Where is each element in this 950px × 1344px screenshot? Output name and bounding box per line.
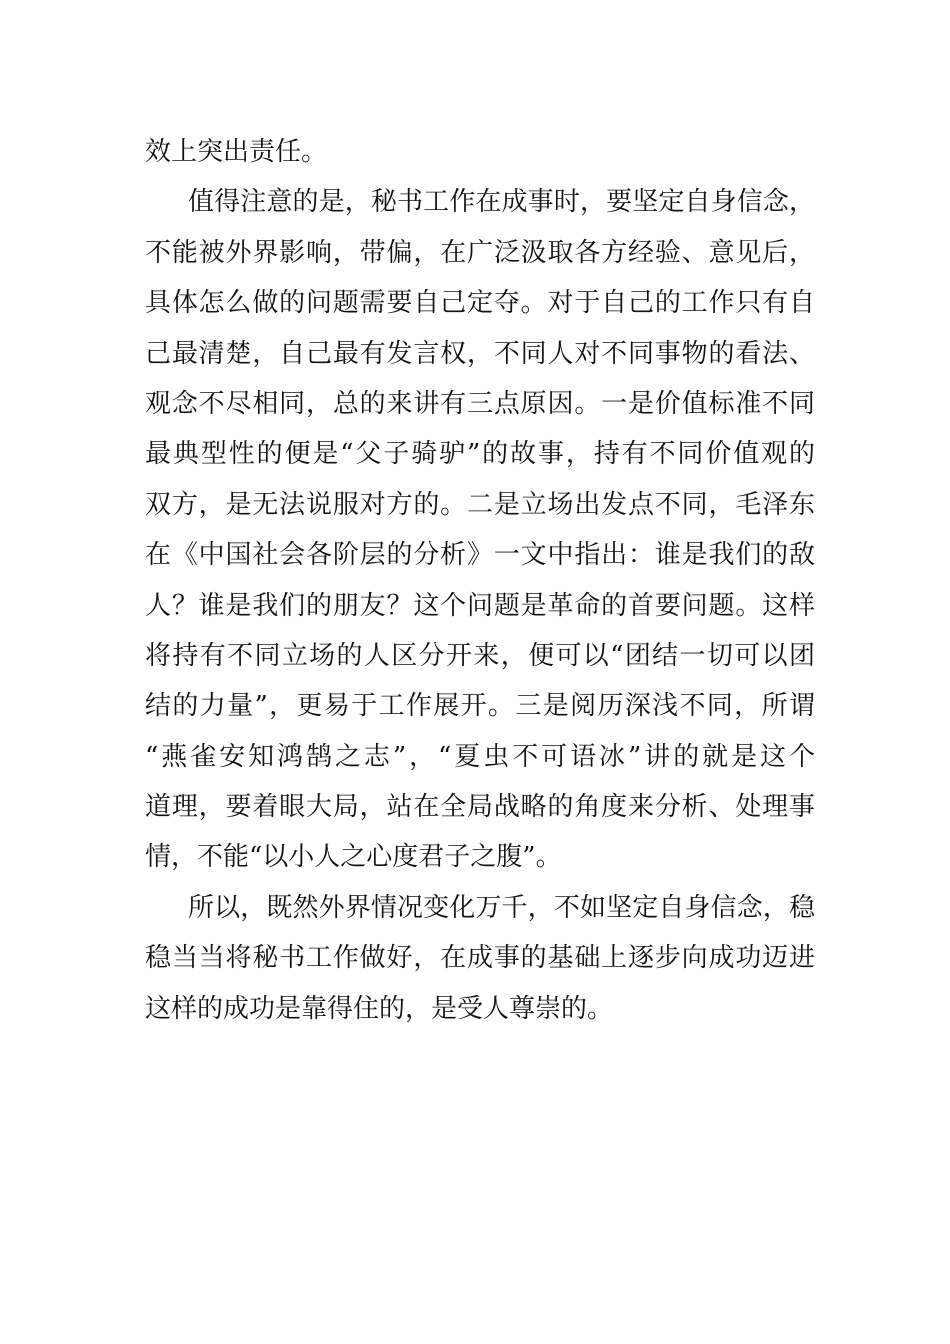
paragraph-2 [145, 177, 815, 882]
paragraph-line: 最典型性的便是“父子骑驴”的故事，持有不同价值观的 [145, 439, 815, 470]
paragraph-line: 值得注意的是，秘书工作在成事时，要坚定自身信念， [188, 187, 815, 218]
paragraph-line: 将持有不同立场的人区分开来，便可以“团结一切可以团 [145, 640, 815, 671]
paragraph-line: 这样的成功是靠得住的，是受人尊崇的。 [145, 993, 614, 1024]
paragraph-line: 效上突出责任。 [145, 137, 328, 167]
paragraph-line: 稳当当将秘书工作做好，在成事的基础上逐步向成功迈进 [145, 943, 815, 974]
paragraph-line: 结的力量”，更易于工作展开。三是阅历深浅不同，所谓 [145, 691, 815, 722]
paragraph-line: 具体怎么做的问题需要自己定夺。对于自己的工作只有自 [145, 288, 815, 319]
paragraph-line: 双方，是无法说服对方的。二是立场出发点不同，毛泽东 [145, 489, 815, 520]
paragraph-line: 所以，既然外界情况变化万千，不如坚定自身信念，稳 [188, 892, 815, 923]
paragraph-line: 情，不能“以小人之心度君子之腹”。 [145, 842, 562, 873]
document-body [145, 127, 815, 1034]
paragraph-1 [145, 127, 815, 177]
paragraph-line: 己最清楚，自己最有发言权，不同人对不同事物的看法、 [145, 338, 815, 369]
paragraph-line: 人？谁是我们的朋友？这个问题是革命的首要问题。这样 [145, 590, 815, 621]
paragraph-line: 在《中国社会各阶层的分析》一文中指出：谁是我们的敌 [145, 540, 815, 571]
paragraph-line: 不能被外界影响，带偏，在广泛汲取各方经验、意见后， [145, 237, 815, 268]
paragraph-3 [145, 883, 815, 1034]
paragraph-line: “燕雀安知鸿鹄之志”，“夏虫不可语冰”讲的就是这个 [145, 741, 815, 772]
paragraph-line: 道理，要着眼大局，站在全局战略的角度来分析、处理事 [145, 792, 815, 823]
paragraph-line: 观念不尽相同，总的来讲有三点原因。一是价值标准不同 [145, 388, 815, 419]
